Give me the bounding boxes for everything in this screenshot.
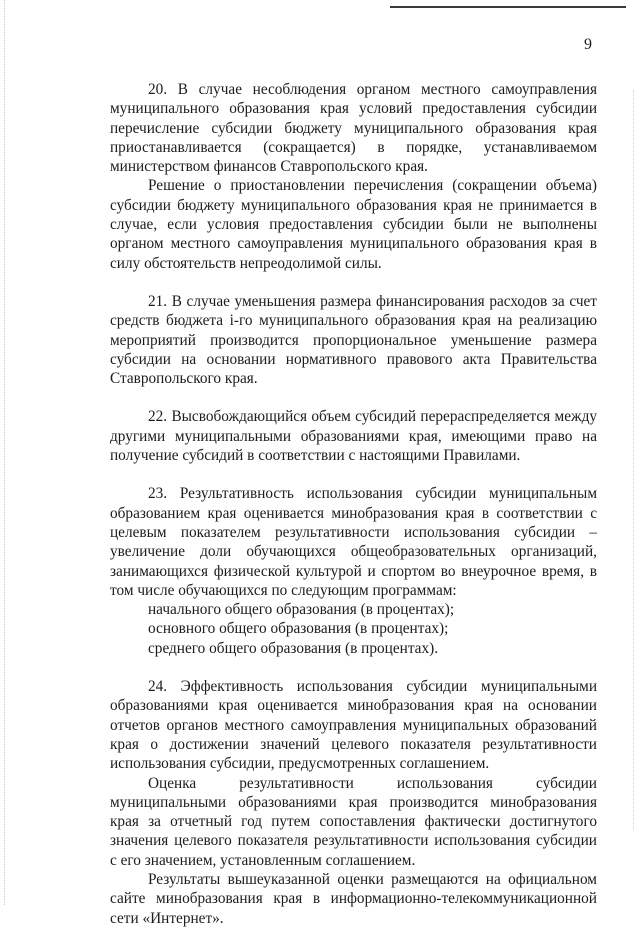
document-body xyxy=(110,80,597,928)
paragraph-24-assessment: Оценка результативности использования субсидии муниципальными образованиями края производится минобразования края за отчетный год путем сопоставления фактически достигнутого значения целевого показателя результативности использования субсидии с его значением, установленным соглашением. xyxy=(110,774,597,869)
paragraph-20-decision: Решение о приостановлении перечисления (сокращении объема) субсидии бюджету муниципального образования края не принимается в случае, если условия предоставления субсидии были не выполнены органом местного самоуправления муниципального образования края в силу обстоятельств непреодолимой силы. xyxy=(110,177,597,272)
paragraph-20: 20. В случае несоблюдения органом местного самоуправления муниципального образования края условий предоставления субсидии перечисление субсидии бюджету муниципального образования края приостанавливается (сокращается) в порядке, устанавливаемом министерством финансов Ставропольского края. xyxy=(110,81,597,176)
paragraph-24-results: Результаты вышеуказанной оценки размещаются на официальном сайте минобразования края в информационно-телекоммуникационной сети «Интернет». xyxy=(110,870,597,927)
scan-margin-dots-left xyxy=(4,0,5,905)
scan-edge-line xyxy=(390,6,626,8)
paragraph-24: 24. Эффективность использования субсидии муниципальными образованиями края оценивается минобразования края на основании отчетов органов местного самоуправления муниципальных образований края о достижении значений целевого показателя результативности использования субсидии, предусмотренных соглашением. xyxy=(110,678,597,773)
scan-margin-dots-right xyxy=(633,90,634,830)
paragraph-23: 23. Результативность использования субсидии муниципальным образованием края оценивается минобразования края в соответствии с целевым показателем результативности использования субсидии – увеличение доли обучающихся общеобразовательных организаций, занимающихся физической культурой и спортом во внеурочное время, в том числе обучающихся по следующим программам: xyxy=(110,485,597,599)
paragraph-21: 21. В случае уменьшения размера финансирования расходов за счет средств бюджета i-го муниципального образования края на реализацию мероприятий производится пропорциональное уменьшение размера субсидии на основании нормативного правового акта Правительства Ставропольского края. xyxy=(110,292,597,388)
list-item: среднего общего образования (в процентах). xyxy=(148,639,439,657)
paragraph-22: 22. Высвобождающийся объем субсидий перераспределяется между другими муниципальными образованиями края, имеющими право на получение субсидий в соответствии с настоящими Правилами. xyxy=(110,408,597,465)
page-number: 9 xyxy=(584,36,592,53)
list-item: основного общего образования (в процентах); xyxy=(148,620,449,638)
list-item: начального общего образования (в процентах); xyxy=(148,601,455,619)
